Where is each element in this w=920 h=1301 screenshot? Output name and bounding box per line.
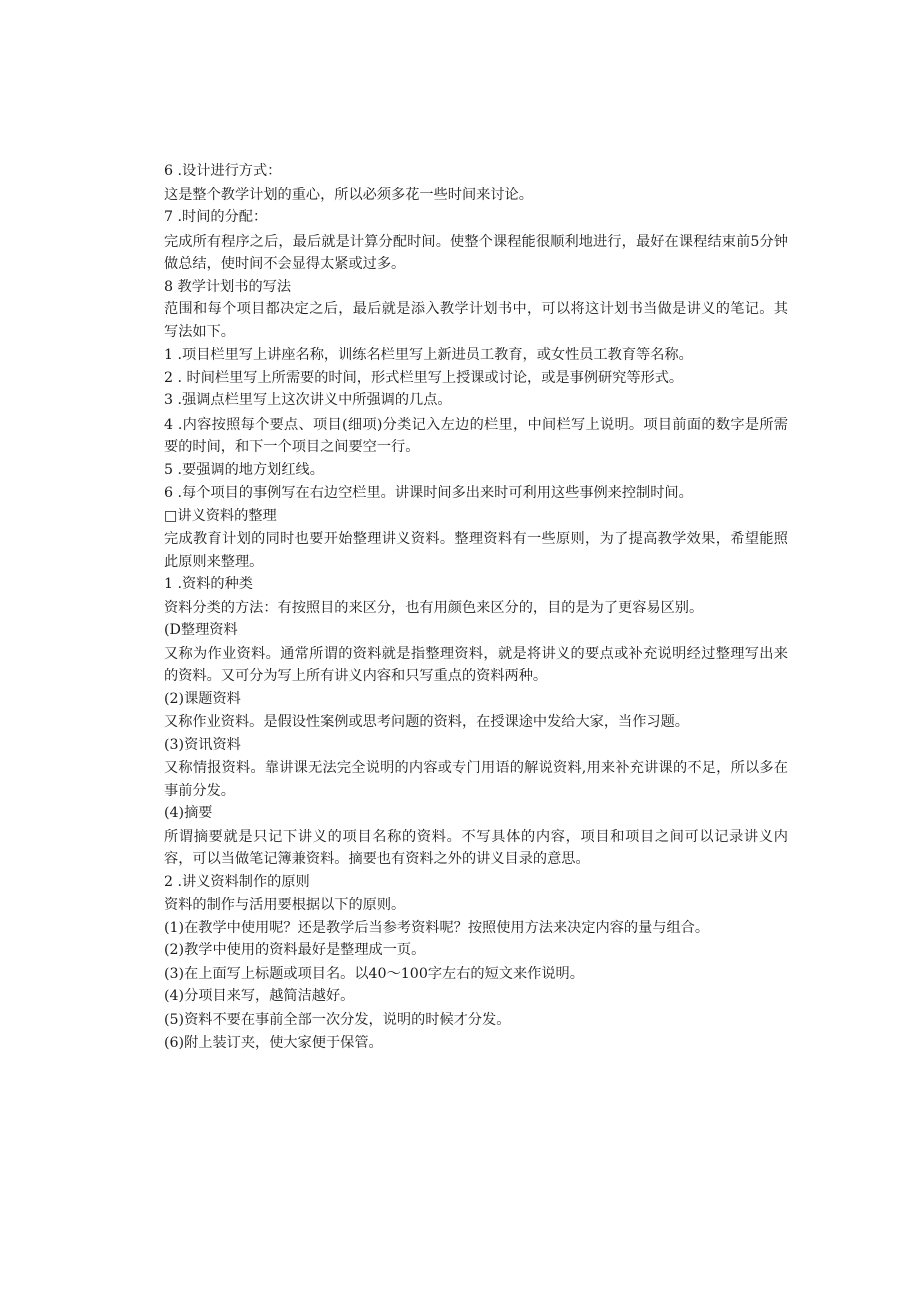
list-item: 2 . 时间栏里写上所需要的时间，形式栏里写上授课或讨论，或是事例研究等形式。 [164, 369, 684, 386]
paragraph: 完成教育计划的同时也要开始整理讲义资料。整理资料有一些原则，为了提高教学效果，希望能照此原则来整理。 [164, 531, 788, 570]
paragraph: 完成所有程序之后，最后就是计算分配时间。使整个课程能很顺利地进行，最好在课程结束前5分钟做总结，使时间不会显得太紧或过多。 [164, 233, 788, 272]
list-item: (5)资料不要在事前全部一次分发，说明的时候才分发。 [164, 1011, 511, 1028]
heading-2-production-principles: 2 .讲义资料制作的原则 [164, 873, 310, 890]
list-item: 3 .强调点栏里写上这次讲义中所强调的几点。 [164, 392, 452, 408]
list-item: (3)在上面写上标题或项目名。以40～100字左右的短文来作说明。 [164, 965, 584, 982]
list-item: (4)分项目来写，越简洁越好。 [164, 988, 355, 1004]
paragraph: 所谓摘要就是只记下讲义的项目名称的资料。不写具体的内容，项目和项目之间可以记录讲义内容，可以当做笔记簿兼资料。摘要也有资料之外的讲义目录的意思。 [164, 828, 788, 867]
subheading-organized-materials: (D整理资料 [164, 622, 238, 638]
section-heading-handouts: □讲义资料的整理 [164, 507, 277, 524]
list-item: 1 .项目栏里写上讲座名称，训练名栏里写上新进员工教育，或女性员工教育等名称。 [164, 347, 693, 363]
heading-8-plan-writing: 8 教学计划书的写法 [164, 278, 292, 295]
list-item: 6 .每个项目的事例写在右边空栏里。讲课时间多出来时可利用这些事例来控制时间。 [164, 485, 693, 501]
paragraph: 又称情报资料。靠讲课无法完全说明的内容或专门用语的解说资料,用来补充讲课的不足，所以多在事前分发。 [164, 760, 788, 799]
list-item: 5 .要强调的地方划红线。 [164, 461, 324, 478]
list-item: (2)教学中使用的资料最好是整理成一页。 [164, 942, 426, 958]
paragraph: 范围和每个项目都决定之后，最后就是添入教学计划书中，可以将这计划书当做是讲义的笔记。其写法如下。 [164, 301, 788, 340]
subheading-summary: (4)摘要 [164, 805, 213, 821]
heading-6-design-method: 6 .设计进行方式： [164, 163, 282, 179]
list-item: (6)附上装订夹，使大家便于保管。 [164, 1035, 383, 1051]
subheading-topic-materials: (2)课题资料 [164, 690, 241, 707]
paragraph: 资料的制作与活用要根据以下的原则。 [164, 897, 406, 913]
paragraph: 又称作业资料。是假设性案例或思考问题的资料，在授课途中发给大家，当作习题。 [164, 714, 689, 730]
document-body [164, 160, 788, 1055]
subheading-info-materials: (3)资讯资料 [164, 736, 241, 753]
paragraph: 资料分类的方法：有按照目的来区分，也有用颜色来区分的，目的是为了更容易区别。 [164, 599, 704, 616]
list-item: (1)在教学中使用呢？还是教学后当参考资料呢？按照使用方法来决定内容的量与组合。 [164, 919, 710, 936]
paragraph: 这是整个教学计划的重心，所以必须多花一些时间来讨论。 [164, 186, 533, 203]
heading-7-time-allocation: 7 .时间的分配： [164, 209, 268, 225]
list-item: 4 .内容按照每个要点、项目(细项)分类记入左边的栏里，中间栏写上说明。项目前面的数字是所需要的时间，和下一个项目之间要空一行。 [164, 416, 788, 455]
heading-1-material-types: 1 .资料的种类 [164, 576, 253, 592]
paragraph: 又称为作业资料。通常所谓的资料就是指整理资料，就是将讲义的要点或补充说明经过整理写出来的资料。又可分为写上所有讲义内容和只写重点的资料两种。 [164, 645, 788, 684]
